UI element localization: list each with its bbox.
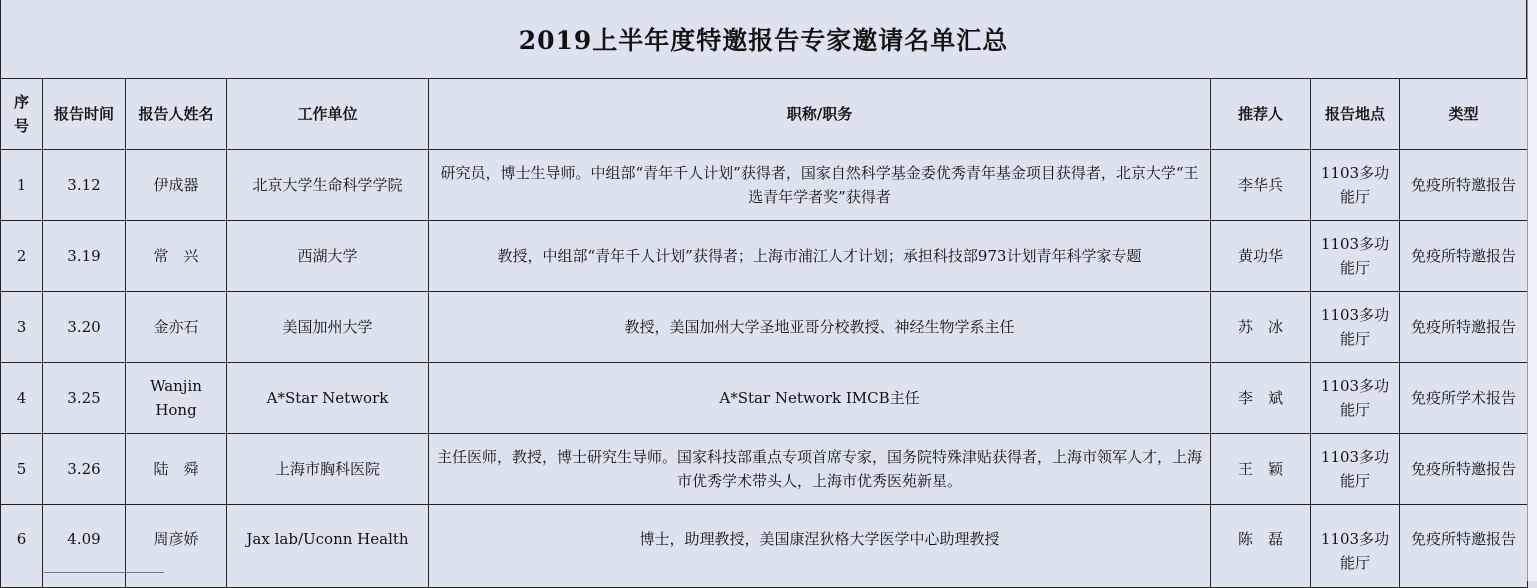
cell-place[interactable]: 1103多功能厅: [1311, 292, 1400, 363]
cell-place[interactable]: 1103多功能厅: [1311, 505, 1400, 588]
cell-ref[interactable]: 王 颖: [1211, 434, 1311, 505]
header-row: [1, 79, 1528, 150]
cell-title[interactable]: A*Star Network IMCB主任: [429, 363, 1211, 434]
cell-type[interactable]: 免疫所特邀报告: [1400, 292, 1528, 363]
cell-org[interactable]: A*Star Network: [227, 363, 429, 434]
cell-type[interactable]: 免疫所特邀报告: [1400, 434, 1528, 505]
cell-type[interactable]: 免疫所特邀报告: [1400, 505, 1528, 588]
cell-date[interactable]: 3.26: [43, 434, 126, 505]
cell-place[interactable]: 1103多功能厅: [1311, 434, 1400, 505]
header-name[interactable]: 报告人姓名: [126, 79, 227, 150]
header-org[interactable]: 工作单位: [227, 79, 429, 150]
next-column-edge: [1527, 0, 1537, 581]
cell-date[interactable]: 3.19: [43, 221, 126, 292]
header-ref[interactable]: 推荐人: [1211, 79, 1311, 150]
cell-title[interactable]: 教授，中组部“青年千人计划”获得者；上海市浦江人才计划；承担科技部973计划青年科学家专题: [429, 221, 1211, 292]
cell-place[interactable]: 1103多功能厅: [1311, 363, 1400, 434]
cell-org[interactable]: 美国加州大学: [227, 292, 429, 363]
cell-org[interactable]: 西湖大学: [227, 221, 429, 292]
header-date[interactable]: 报告时间: [43, 79, 126, 150]
cell-org[interactable]: Jax lab/Uconn Health: [227, 505, 429, 588]
cell-ref[interactable]: 黄功华: [1211, 221, 1311, 292]
cell-no[interactable]: 3: [1, 292, 43, 363]
speaker-table: [0, 78, 1528, 588]
cell-date[interactable]: 3.20: [43, 292, 126, 363]
cell-title[interactable]: 主任医师，教授，博士研究生导师。国家科技部重点专项首席专家，国务院特殊津贴获得者，上海市领军人才，上海市优秀学术带头人，上海市优秀医苑新星。: [429, 434, 1211, 505]
header-title[interactable]: 职称/职务: [429, 79, 1211, 150]
cell-name[interactable]: 陆 舜: [126, 434, 227, 505]
cell-type[interactable]: 免疫所学术报告: [1400, 363, 1528, 434]
header-place[interactable]: 报告地点: [1311, 79, 1400, 150]
header-no[interactable]: 序号: [1, 79, 43, 150]
header-type[interactable]: 类型: [1400, 79, 1528, 150]
cell-org[interactable]: 北京大学生命科学学院: [227, 150, 429, 221]
cell-place[interactable]: 1103多功能厅: [1311, 221, 1400, 292]
cell-no[interactable]: 4: [1, 363, 43, 434]
cell-ref[interactable]: 苏 冰: [1211, 292, 1311, 363]
cell-name[interactable]: 常 兴: [126, 221, 227, 292]
table-row: [1, 434, 1528, 505]
cell-name[interactable]: 金亦石: [126, 292, 227, 363]
cell-date[interactable]: 3.25: [43, 363, 126, 434]
cell-name[interactable]: 周彦娇: [126, 505, 227, 588]
cell-place[interactable]: 1103多功能厅: [1311, 150, 1400, 221]
cell-name[interactable]: 伊成器: [126, 150, 227, 221]
left-border: [0, 0, 1, 78]
cell-type[interactable]: 免疫所特邀报告: [1400, 150, 1528, 221]
cell-no[interactable]: 2: [1, 221, 43, 292]
cell-date[interactable]: 3.12: [43, 150, 126, 221]
cell-no[interactable]: 6: [1, 505, 43, 588]
cell-title[interactable]: 研究员，博士生导师。中组部“青年千人计划”获得者，国家自然科学基金委优秀青年基金项目获得者，北京大学“王选青年学者奖”获得者: [429, 150, 1211, 221]
cell-name[interactable]: Wanjin Hong: [126, 363, 227, 434]
cell-type[interactable]: 免疫所特邀报告: [1400, 221, 1528, 292]
table-row: [1, 150, 1528, 221]
sheet-title: 2019上半年度特邀报告专家邀请名单汇总: [0, 0, 1527, 79]
cell-no[interactable]: 5: [1, 434, 43, 505]
cell-no[interactable]: 1: [1, 150, 43, 221]
cell-date[interactable]: 4.09: [43, 505, 126, 588]
table-row: [1, 505, 1528, 588]
cell-org[interactable]: 上海市胸科医院: [227, 434, 429, 505]
cell-title[interactable]: 博士，助理教授，美国康涅狄格大学医学中心助理教授: [429, 505, 1211, 588]
table-row: [1, 221, 1528, 292]
cell-ref[interactable]: 陈 磊: [1211, 505, 1311, 588]
table-row: [1, 292, 1528, 363]
cell-title[interactable]: 教授，美国加州大学圣地亚哥分校教授、神经生物学系主任: [429, 292, 1211, 363]
cell-ref[interactable]: 李华兵: [1211, 150, 1311, 221]
cell-ref[interactable]: 李 斌: [1211, 363, 1311, 434]
table-row: [1, 363, 1528, 434]
